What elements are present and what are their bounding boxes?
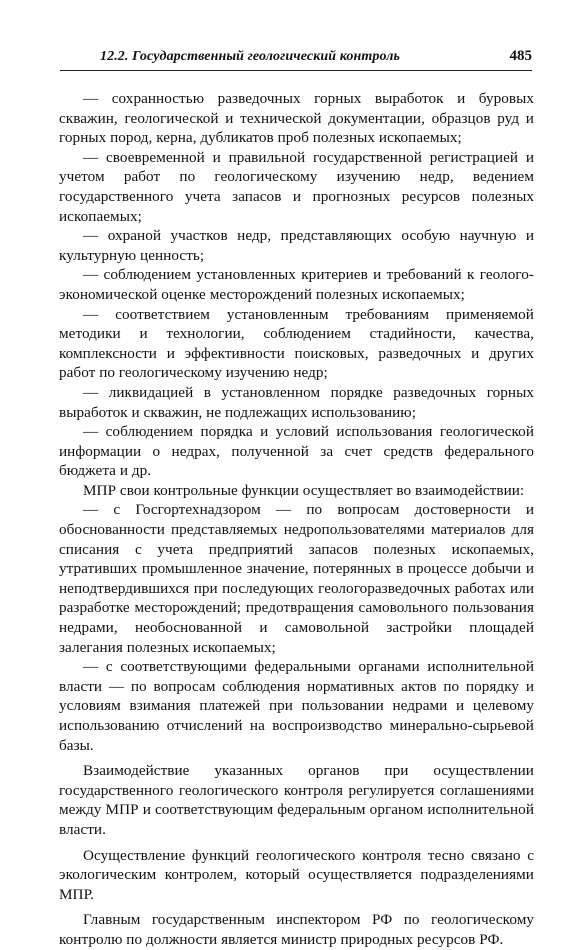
paragraph: — своевременной и правильной государственной регистрацией и учетом работ по геологическому изучению недр, ведением государственного учета запасов и прогнозных ресурсов полезных ископаемых; [59,148,534,225]
paragraph: — соблюдением установленных критериев и требований к геолого-экономической оценке месторождений полезных ископаемых; [59,266,534,303]
paragraph: Взаимодействие указанных органов при осуществлении государственного геологического контроля регулируется соглашениями между МПР и соответствующим федеральным органом исполнительной власти. [59,762,534,838]
paragraph: — сохранностью разведочных горных выработок и буровых скважин, геологической и технической документации, образцов руд и горных пород, керна, дубликатов проб полезных ископаемых; [59,90,534,147]
page-number: 485 [509,48,532,64]
paragraph: — охраной участков недр, представляющих особую научную и культурную ценность; [59,227,534,264]
paragraph: — с соответствующими федеральными органами исполнительной власти — по вопросам соблюдения нормативных актов по порядку и условиям взимания платежей при пользовании недрами и целевому использованию отчислений на воспроизводство минерально-сырьевой базы. [59,658,534,754]
paragraph: Главным государственным инспектором РФ по геологическому контролю по должности является министр природных ресурсов РФ. [59,911,534,948]
running-title: 12.2. Государственный геологический контроль [100,49,401,64]
paragraph: — ликвидацией в установленном порядке разведочных горных выработок и скважин, не подлежащих использованию; [59,383,534,421]
paragraph: — с Госгортехнадзором — по вопросам достоверности и обоснованности представляемых недропользователями материалов для списания с учета предприятий запасов полезных ископаемых, утративших промышленное значение, потерянных в процессе добычи и неподтвердившихся при последующих геологоразведочных работах или разработке месторождений; предотвращения самовольного пользования недрами, необоснованной и самовольной застройки площадей залегания полезных ископаемых; [59,501,534,656]
running-head [60,49,532,69]
header-rule [60,70,532,71]
body-text [59,89,534,950]
paragraph: МПР свои контрольные функции осуществляет во взаимодействии: [83,481,525,499]
paragraph: — соответствием установленным требованиям применяемой методики и технологии, соблюдением стадийности, качества, комплексности и эффективности поисковых, разведочных и других работ по геологическому изучению недр; [59,305,534,382]
paragraph: Осуществление функций геологического контроля тесно связано с экологическим контролем, который осуществляется подразделениями МПР. [59,846,534,903]
paragraph: — соблюдением порядка и условий использования геологической информации о недрах, полученной за счет средств федерального бюджета и др. [59,423,534,480]
